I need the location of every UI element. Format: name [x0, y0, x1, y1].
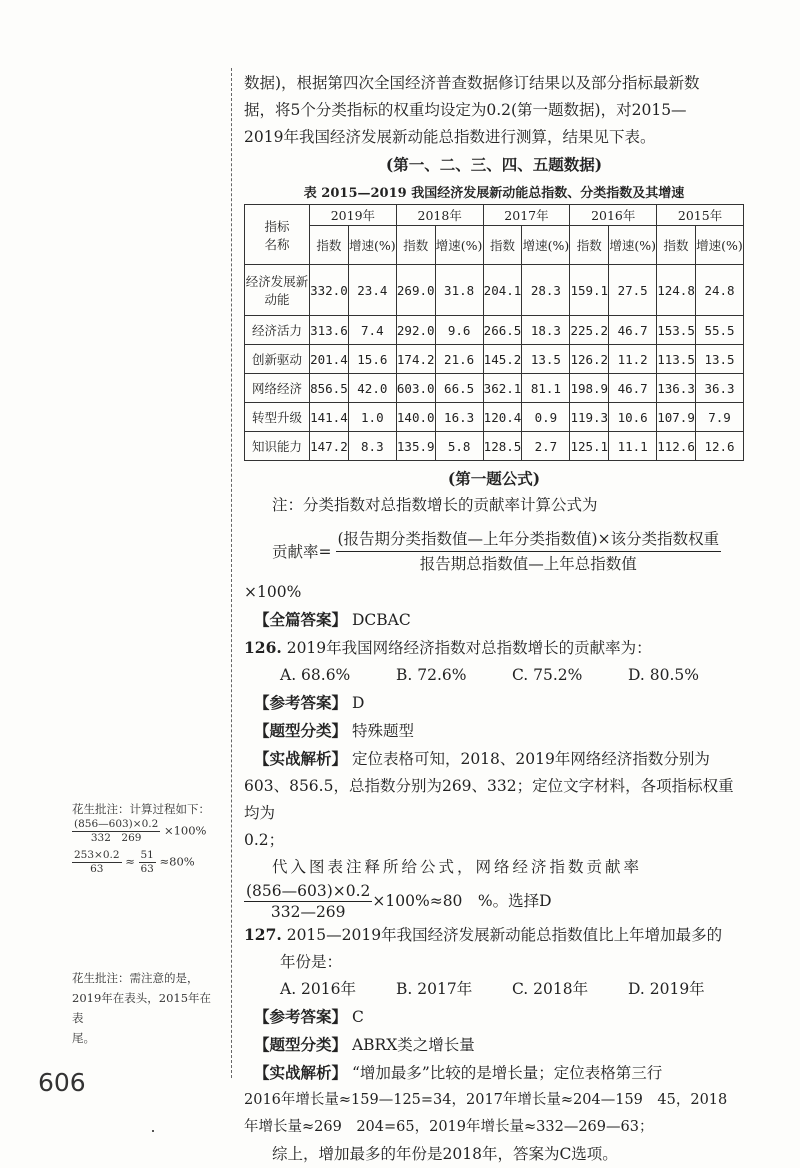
growth-value-cell: 5.8 [435, 432, 483, 461]
year-header: 2016年 [570, 205, 657, 226]
year-header: 2019年 [310, 205, 397, 226]
q126-analysis-2: 603、856.5，总指数分别为269、332；定位文字材料，各项指标权重均为 [244, 777, 734, 822]
q126-analysis-3: 0.2； [244, 831, 285, 849]
analysis-text: “增加最多”比较的是增长量；定位表格第三行 [351, 1064, 663, 1082]
scan-speck [152, 1130, 154, 1132]
table-row [245, 345, 744, 374]
type-value: ABRX类之增长量 [351, 1036, 475, 1054]
question-number: 127. [244, 925, 282, 944]
q127-analysis-3: 年增长量≈269 204=65，2019年增长量≈332—269—63； [244, 1119, 654, 1135]
formula-fraction [336, 527, 722, 576]
side-note-1-line2 [72, 849, 222, 876]
growth-value-cell: 12.6 [695, 432, 743, 461]
index-value-cell: 145.2 [483, 345, 522, 374]
index-value-cell: 124.8 [657, 265, 696, 316]
index-value-cell: 159.1 [570, 265, 609, 316]
growth-value-cell: 21.6 [435, 345, 483, 374]
option-d: D. 2019年 [628, 980, 705, 998]
question-126 [244, 634, 744, 662]
growth-value-cell: 7.9 [695, 403, 743, 432]
type-tag: 【题型分类】 [254, 1035, 348, 1054]
side-eq: ≈ [125, 854, 135, 869]
answer-value: C [351, 1008, 364, 1026]
index-value-cell: 603.0 [396, 374, 435, 403]
growth-value-cell: 24.8 [695, 265, 743, 316]
q127-analysis-2: 2016年增长量≈159—125=34，2017年增长量≈204—159 45，2018 [244, 1092, 728, 1108]
q126-answer [244, 689, 744, 717]
question-127-options [244, 976, 744, 1003]
q126-analysis-4: 代入图表注释所给公式，网络经济指数贡献率 [272, 858, 643, 876]
formula-lhs: 贡献率= [272, 543, 332, 561]
index-value-cell: 136.3 [657, 374, 696, 403]
formula-numerator: (报告期分类指数值—上年分类指数值)×该分类指数权重 [336, 527, 722, 552]
year-header: 2018年 [396, 205, 483, 226]
calc-numerator: (856—603)×0.2 [246, 881, 371, 900]
q126-analysis-1 [244, 745, 744, 773]
side-fraction-2 [72, 849, 122, 876]
growth-value-cell: 46.7 [609, 316, 657, 345]
calc-denominator: 332—269 [270, 902, 346, 921]
intro-line-3: 2019年我国经济发展新动能总指数进行测算，结果见下表。 [244, 128, 656, 146]
growth-value-cell: 1.0 [348, 403, 396, 432]
option-b: B. 72.6% [396, 666, 467, 684]
question-127-line2: 年份是： [280, 953, 343, 971]
side-fraction-2-num: 253×0.2 [74, 849, 120, 861]
index-value-cell: 141.4 [310, 403, 349, 432]
index-value-cell: 225.2 [570, 316, 609, 345]
index-value-cell: 174.2 [396, 345, 435, 374]
index-value-cell: 125.1 [570, 432, 609, 461]
main-content [244, 70, 744, 1168]
side-fraction-3 [139, 849, 156, 876]
table-corner-header [245, 205, 310, 265]
growth-value-cell: 15.6 [348, 345, 396, 374]
row-name-cell: 创新驱动 [245, 345, 310, 374]
growth-value-cell: 28.3 [522, 265, 570, 316]
q127-answer [244, 1003, 744, 1031]
table-caption: 表 2015—2019 我国经济发展新动能总指数、分类指数及其增速 [303, 186, 685, 201]
row-name-cell: 网络经济 [245, 374, 310, 403]
question-126-options [244, 662, 744, 689]
side-fraction-3-tail: ≈80% [159, 854, 195, 869]
option-c: C. 75.2% [512, 666, 583, 684]
growth-value-cell: 31.8 [435, 265, 483, 316]
growth-value-cell: 11.1 [609, 432, 657, 461]
index-value-cell: 332.0 [310, 265, 349, 316]
index-value-cell: 313.6 [310, 316, 349, 345]
type-value: 特殊题型 [351, 722, 414, 740]
side-fraction-1-den: 332 269 [90, 832, 142, 844]
intro-line-1: 数据)，根据第四次全国经济普查数据修订结果以及部分指标最新数 [244, 74, 700, 92]
option-b: B. 2017年 [396, 980, 473, 998]
index-value-cell: 113.5 [657, 345, 696, 374]
table-row [245, 316, 744, 345]
calc-choice: 。选择D [492, 891, 552, 910]
margin-divider [231, 68, 232, 1078]
row-name-cell: 转型升级 [245, 403, 310, 432]
side-note-order [72, 968, 222, 1048]
option-d: D. 80.5% [628, 666, 699, 684]
analysis-text: 定位表格可知，2018、2019年网络经济指数分别为 [351, 750, 710, 768]
q126-calculation [244, 881, 744, 921]
index-value-cell: 140.0 [396, 403, 435, 432]
sub-header-growth: 增速(%) [609, 226, 657, 265]
growth-value-cell: 42.0 [348, 374, 396, 403]
table-body [245, 265, 744, 461]
index-value-cell: 201.4 [310, 345, 349, 374]
index-value-cell: 269.0 [396, 265, 435, 316]
full-answer-value: DCBAC [351, 611, 411, 629]
side-fraction-1 [72, 818, 160, 845]
row-name-cell: 经济活力 [245, 316, 310, 345]
index-value-cell: 147.2 [310, 432, 349, 461]
growth-value-cell: 66.5 [435, 374, 483, 403]
side-note-2-line2: 2019年在表头，2015年在表 [72, 991, 212, 1025]
option-c: C. 2018年 [512, 980, 589, 998]
index-value-cell: 107.9 [657, 403, 696, 432]
contribution-formula [244, 523, 744, 579]
question-number: 126. [244, 638, 282, 657]
sub-header-growth: 增速(%) [348, 226, 396, 265]
side-fraction-2-den: 63 [90, 863, 104, 875]
table-row [245, 403, 744, 432]
q127-conclusion: 综上，增加最多的年份是2018年，答案为C选项。 [272, 1145, 618, 1163]
index-value-cell: 362.1 [483, 374, 522, 403]
side-fraction-1-tail: ×100% [163, 823, 207, 838]
growth-value-cell: 55.5 [695, 316, 743, 345]
growth-value-cell: 11.2 [609, 345, 657, 374]
side-fraction-3-den: 63 [140, 863, 154, 875]
calc-fraction [244, 881, 372, 922]
sub-header-growth: 增速(%) [522, 226, 570, 265]
index-value-cell: 135.9 [396, 432, 435, 461]
growth-value-cell: 0.9 [522, 403, 570, 432]
growth-value-cell: 13.5 [522, 345, 570, 374]
growth-value-cell: 81.1 [522, 374, 570, 403]
formula-tail: ×100% [244, 583, 302, 601]
question-text: 2015—2019年我国经济发展新动能总指数值比上年增加最多的 [286, 926, 723, 944]
sub-header-index: 指数 [396, 226, 435, 265]
growth-value-cell: 13.5 [695, 345, 743, 374]
side-note-2-line3: 尾。 [72, 1031, 95, 1045]
formula-denominator: 报告期总指数值—上年总指数值 [419, 554, 637, 573]
index-value-cell: 856.5 [310, 374, 349, 403]
growth-value-cell: 8.3 [348, 432, 396, 461]
side-note-1-line1 [72, 818, 222, 845]
answer-tag: 【参考答案】 [254, 693, 348, 712]
growth-value-cell: 46.7 [609, 374, 657, 403]
table-row [245, 374, 744, 403]
growth-value-cell: 7.4 [348, 316, 396, 345]
answer-value: D [351, 694, 365, 712]
page-number: 606 [38, 1068, 86, 1097]
side-fraction-3-num: 51 [140, 849, 154, 861]
growth-value-cell: 27.5 [609, 265, 657, 316]
year-header: 2017年 [483, 205, 570, 226]
intro-line-2: 据，将5个分类指标的权重均设定为0.2(第一题数据)，对2015— [244, 101, 687, 119]
corner-bottom-label: 名称 [264, 236, 290, 252]
row-name-cell: 知识能力 [245, 432, 310, 461]
index-value-cell: 120.4 [483, 403, 522, 432]
full-answer-tag: 【全篇答案】 [254, 610, 348, 629]
sub-header-index: 指数 [570, 226, 609, 265]
index-value-cell: 204.1 [483, 265, 522, 316]
side-fraction-1-num: (856—603)×0.2 [74, 818, 159, 830]
answer-tag: 【参考答案】 [254, 1007, 348, 1026]
sub-header-growth: 增速(%) [435, 226, 483, 265]
side-note-2-line1: 花生批注：需注意的是， [72, 971, 199, 985]
q127-analysis-1 [244, 1059, 744, 1087]
growth-value-cell: 10.6 [609, 403, 657, 432]
sub-header-index: 指数 [483, 226, 522, 265]
option-a: A. 68.6% [280, 666, 351, 684]
full-answer [244, 606, 744, 634]
analysis-tag: 【实战解析】 [254, 749, 348, 768]
data-heading: (第一、二、三、四、五题数据) [385, 155, 603, 174]
row-name-cell: 经济发展新动能 [245, 265, 310, 316]
index-value-cell: 119.3 [570, 403, 609, 432]
side-note-calculation [72, 800, 222, 876]
side-note-1-title: 花生批注：计算过程如下： [72, 802, 210, 816]
type-tag: 【题型分类】 [254, 721, 348, 740]
corner-top-label: 指标 [264, 218, 290, 234]
q126-type [244, 717, 744, 745]
growth-value-cell: 16.3 [435, 403, 483, 432]
index-value-cell: 198.9 [570, 374, 609, 403]
formula-note: 注：分类指数对总指数增长的贡献率计算公式为 [272, 496, 598, 514]
index-value-cell: 266.5 [483, 316, 522, 345]
question-127 [244, 921, 744, 949]
option-a: A. 2016年 [280, 980, 356, 998]
sub-header-index: 指数 [657, 226, 696, 265]
year-header: 2015年 [657, 205, 744, 226]
analysis-tag: 【实战解析】 [254, 1063, 348, 1082]
index-value-cell: 153.5 [657, 316, 696, 345]
index-value-cell: 292.0 [396, 316, 435, 345]
growth-value-cell: 18.3 [522, 316, 570, 345]
sub-header-index: 指数 [310, 226, 349, 265]
table-row [245, 265, 744, 316]
index-value-cell: 128.5 [483, 432, 522, 461]
growth-value-cell: 9.6 [435, 316, 483, 345]
q127-type [244, 1031, 744, 1059]
question-text: 2019年我国网络经济指数对总指数增长的贡献率为： [286, 639, 652, 657]
growth-value-cell: 36.3 [695, 374, 743, 403]
formula-heading: (第一题公式) [447, 469, 541, 488]
growth-value-cell: 23.4 [348, 265, 396, 316]
table-row [245, 432, 744, 461]
index-table [244, 204, 744, 461]
sub-header-growth: 增速(%) [695, 226, 743, 265]
calc-tail: ×100%≈80 % [372, 891, 493, 910]
index-value-cell: 126.2 [570, 345, 609, 374]
index-value-cell: 112.6 [657, 432, 696, 461]
growth-value-cell: 2.7 [522, 432, 570, 461]
